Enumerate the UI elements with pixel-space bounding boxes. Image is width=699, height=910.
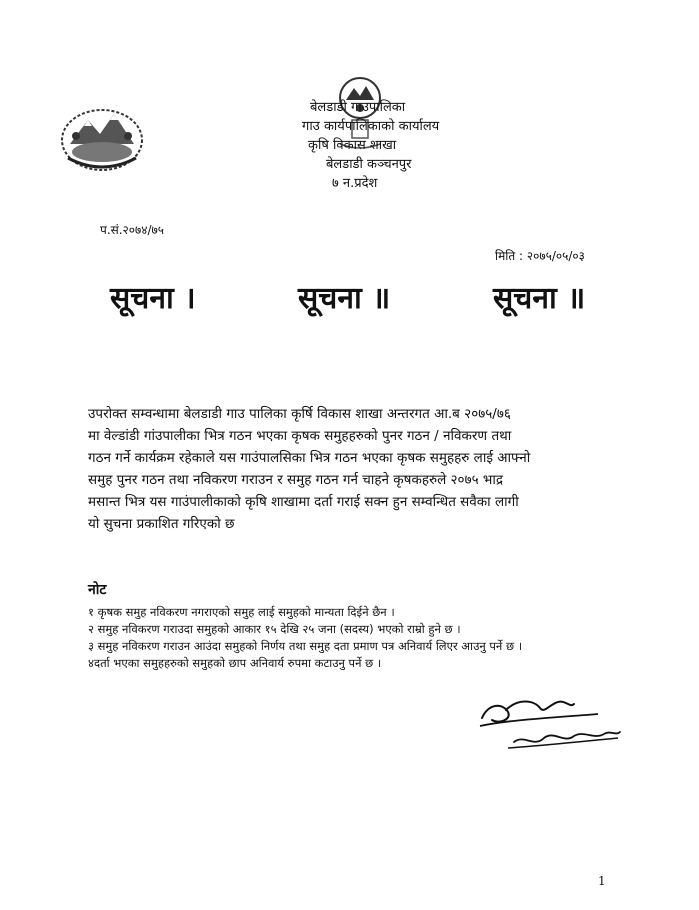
- handwritten-signature: [478, 690, 628, 760]
- body-line: समुह पुनर गठन तथा नविकरण गराउन र समुह गठन गर्न चाहने कृषकहरुले २०७५ भाद्र: [88, 472, 504, 488]
- header-branch: कृषि विकास शाखा: [308, 138, 397, 153]
- body-line: यो सुचना प्रकाशित गरिएको छ: [88, 516, 235, 532]
- header-location: बेलडाडी कञ्चनपुर: [326, 157, 412, 172]
- nepal-emblem-icon: [56, 100, 148, 176]
- note-title: नोट: [88, 582, 107, 598]
- notice-heading-1: सूचना ।: [110, 281, 196, 316]
- body-line: उपरोक्त सम्वन्धामा बेलडाडी गाउ पालिका कृर्षि विकास शाखा अन्तरगत आ.ब २०७५/७६: [88, 406, 511, 422]
- note-item: १ कृषक समुह नविकरण नगराएको समुह लाई समुहको मान्यता दिईने छैन ।: [88, 605, 395, 619]
- header-office: गाउ कार्यपालिकाको कार्यालय: [302, 119, 440, 134]
- notice-heading-2: सूचना ॥: [298, 281, 391, 316]
- page-number: 1: [598, 874, 606, 888]
- note-item: ३ समुह नविकरण गराउन आउंदा समुहको निर्णय तथा समुह दता प्रमाण पत्र अनिवार्य लिएर आउनु पर्ने छ ।: [88, 639, 523, 653]
- note-item: २ समुह नविकरण गराउदा समुहको आकार १५ देखि २५ जना (सदस्य) भएको राम्रो हुने छ ।: [88, 622, 461, 636]
- body-line: गठन गर्ने कार्यक्रम रहेकाले यस गाउंपालसिका भित्र गठन भएका कृषक समुहहरु लाई आफ्नो: [88, 450, 531, 466]
- notice-heading-3: सूचना ॥: [493, 281, 586, 316]
- body-line: मा वेल्डांडी गांउपालीका भित्र गठन भएका कृषक समुहहरुको पुनर गठन / नविकरण तथा: [88, 428, 512, 444]
- reference-number: प.सं.२०७४/७५: [100, 223, 165, 237]
- header-province: ७ न.प्रदेश: [332, 176, 378, 191]
- document-date: मिति : २०७५/०५/०३: [495, 249, 585, 263]
- note-list: [88, 604, 522, 672]
- body-line: मसान्त भित्र यस गाउंपालीकाको कृषि शाखामा दर्ता गराई सक्न हुन सम्वन्धित सवैका लागी: [88, 494, 519, 510]
- office-header: [300, 98, 500, 193]
- notice-body: [88, 403, 668, 535]
- note-item: ४दर्ता भएका समुहहरुको समुहको छाप अनिवार्य रुपमा कटाउनु पर्ने छ ।: [88, 656, 382, 670]
- header-municipality: बेलडाडी गाउपालिका: [310, 100, 406, 115]
